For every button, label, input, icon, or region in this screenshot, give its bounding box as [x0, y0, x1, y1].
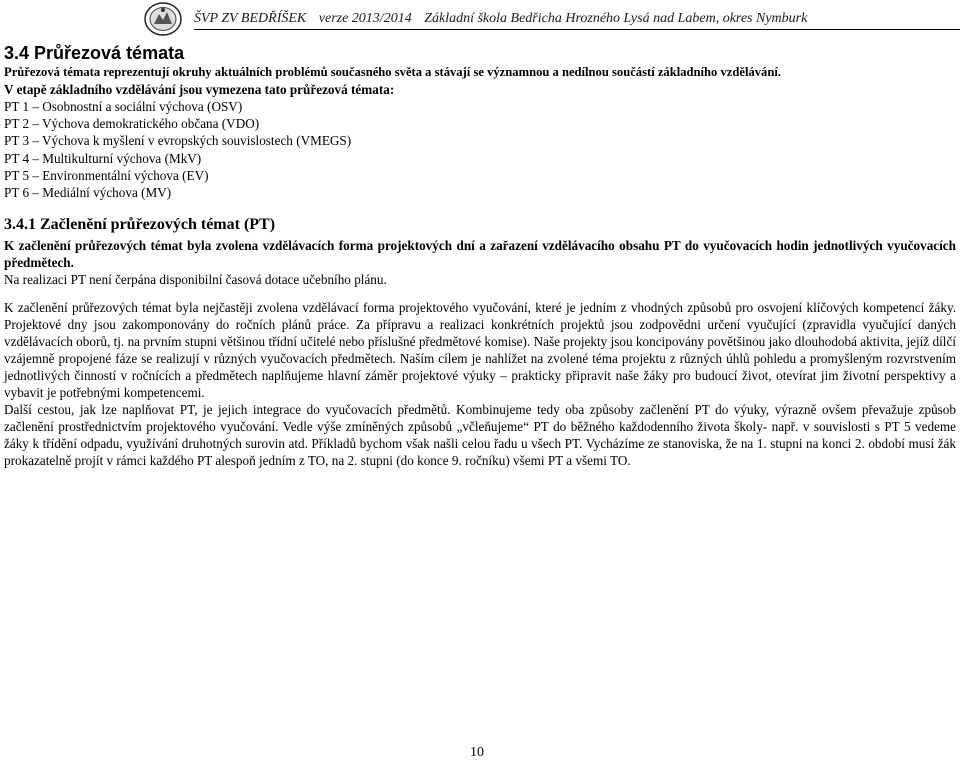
subsection-title: 3.4.1 Začlenění průřezových témat (PT) — [4, 216, 276, 234]
intro-bold-line: Průřezová témata reprezentují okruhy aktuálních problémů současného světa a stávají se významnou a nedílnou součástí základního vzdělávání. — [4, 65, 782, 79]
subsection-note: Na realizaci PT není čerpána disponibilní časová dotace učebního plánu. — [4, 272, 387, 288]
intro-themes-heading: V etapě základního vzdělávání jsou vymezena tato průřezová témata: — [4, 82, 395, 97]
school-logo-icon — [143, 2, 183, 36]
section-title: 3.4 Průřezová témata — [4, 43, 185, 63]
header-school: Základní škola Bedřicha Hrozného Lysá nad Labem, okres Nymburk — [424, 11, 808, 26]
list-item: PT 6 – Mediální výchova (MV) — [4, 185, 172, 201]
document-content — [4, 42, 956, 469]
subsection-body-2: Další cestou, jak lze naplňovat PT, je jejich integrace do vyučovacích předmětů. Kombinujeme tedy oba způsoby začlenění PT do výuky, výrazně ovšem převažuje způsob začlenění prostřednictvím projektového vyučování. Vedle výše zmíněných způsobů „včleňujeme“ PT do běžného každodenního života školy- např. v souvislosti s PT 5 vedeme žáky k třídění odpadu, využívání druhotných surovin atd. Příkladů bychom však našli celou řadu u všech PT. Vycházíme ze stanoviska, že na 1. stupni na konci 2. období musí žák prokazatelně projít v rámci každého PT alespoň jedním z TO, na 2. stupni (do konce 9. ročníku) všemi PT a všemi TO. — [4, 402, 956, 469]
subsection-body: K začlenění průřezových témat byla nejčastěji zvolena vzdělávací forma projektového vyučování, které je jedním z vhodných způsobů pro osvojení klíčových kompetencí žáky. Projektové dny jsou zakomponovány do ročních plánů práce. Za přípravu a realizaci konkrétních projektů jsou zodpovědni určení vyučující (zpravidla vyučující daných vzdělávacích oborů, tj. na prvním stupni většinou třídní učitelé nebo příslušné předmětové komise). Naše projekty jsou koncipovány povětšinou jako dlouhodobá aktivita, jejíž dílčí vzájemně propojené fáze se realizují v různých vyučovacích předmětech. Naším cílem je nahlížet na zvolené téma projektu z různých úhlů pohledu a promyšleným rozvrstvením jednotlivých činností v ročnících a předmětech naplňujeme hlavní záměr projektové výuky – prakticky připravit naše žáky pro budoucí život, otevírat jim životní perspektivy a vybavit je potřebnými kompetencemi. — [4, 300, 956, 401]
list-item: PT 3 – Výchova k myšlení v evropských souvislostech (VMEGS) — [4, 133, 352, 149]
list-item: PT 2 – Výchova demokratického občana (VDO) — [4, 116, 260, 132]
page-number: 10 — [470, 745, 484, 760]
header-version: verze 2013/2014 — [318, 11, 412, 26]
list-item: PT 4 – Multikulturní výchova (MkV) — [4, 150, 202, 166]
header-text — [194, 11, 816, 27]
page-header — [0, 0, 960, 38]
list-item: PT 5 – Environmentální výchova (EV) — [4, 167, 209, 183]
header-divider — [194, 29, 960, 30]
header-program: ŠVP ZV BEDŘÍŠEK — [194, 11, 307, 26]
themes-list — [4, 98, 956, 201]
list-item: PT 1 – Osobnostní a sociální výchova (OSV) — [4, 99, 243, 114]
subsection-bold-paragraph: K začlenění průřezových témat byla zvolena vzdělávacích forma projektových dní a zařazení vzdělávacího obsahu PT do vyučovacích hodin jednotlivých vyučovacích předmětech. — [4, 238, 956, 271]
